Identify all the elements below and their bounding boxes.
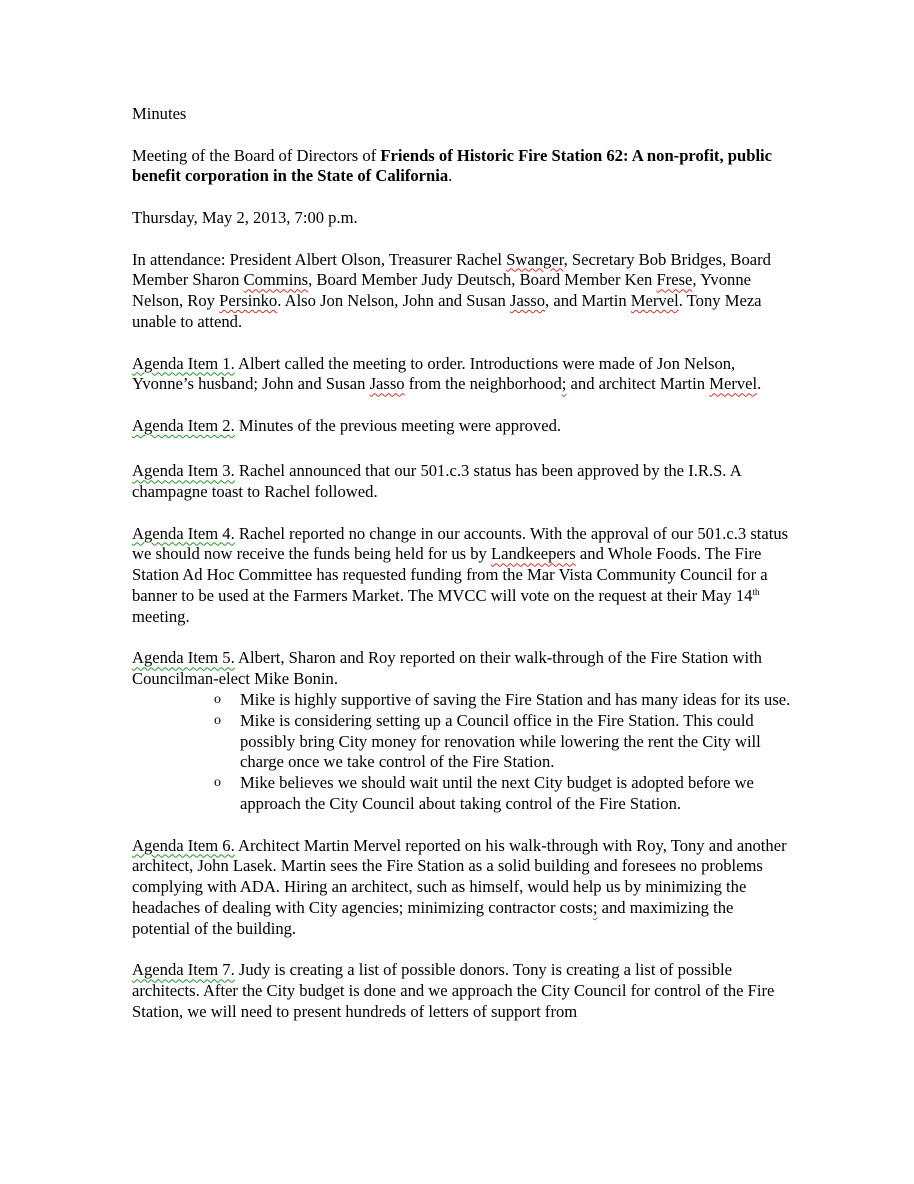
- agenda-item-1: [132, 354, 792, 396]
- agenda-item-label[interactable]: Agenda Item 7.: [132, 960, 235, 980]
- misspelled-word[interactable]: Mervel: [709, 374, 758, 394]
- agenda-item-7: [132, 960, 792, 1022]
- attendance-paragraph: [132, 250, 792, 333]
- grammar-flag[interactable]: ;: [561, 374, 567, 394]
- bullet-marker: o: [214, 712, 221, 728]
- attendance-text: . Tony Meza unable to attend.: [132, 291, 762, 331]
- bullet-item: [132, 690, 792, 711]
- agenda-item-5: [132, 648, 792, 690]
- agenda-item-label[interactable]: Agenda Item 2.: [132, 415, 235, 435]
- agenda-item-text: Judy is creating a list of possible donors. Tony is creating a list of possible architects. After the City budget is done and we approach the City Council for control of the Fire Station, we will need to present hundreds of letters of support from: [132, 960, 775, 1021]
- misspelled-word[interactable]: Landkeepers: [491, 544, 576, 564]
- agenda-item-text: and maximizing the potential of the building.: [132, 897, 734, 938]
- misspelled-word[interactable]: Mervel: [630, 291, 679, 311]
- misspelled-word[interactable]: Jasso: [369, 374, 405, 394]
- attendance-text: , and Martin: [545, 291, 631, 311]
- document-page: [132, 104, 792, 1044]
- agenda-item-label[interactable]: Agenda Item 3.: [132, 461, 235, 481]
- agenda-item-text: Albert called the meeting to order. Introductions were made of Jon Nelson, Yvonne’s husband; John and Susan: [132, 353, 736, 394]
- misspelled-word[interactable]: Commins: [243, 270, 309, 290]
- agenda-item-6: [132, 836, 792, 940]
- agenda-item-5-bullets: [132, 690, 792, 815]
- attendance-text: , Yvonne Nelson, Roy: [132, 270, 751, 311]
- agenda-item-label[interactable]: Agenda Item 1.: [132, 353, 235, 373]
- organization-name: Friends of Historic Fire Station 62: A non-profit, public benefit corporation in the State of California: [132, 145, 773, 186]
- misspelled-word[interactable]: Jasso: [510, 291, 546, 311]
- bullet-marker: o: [214, 775, 221, 791]
- grammar-flag[interactable]: ;: [592, 897, 598, 917]
- agenda-item-label[interactable]: Agenda Item 4.: [132, 523, 235, 543]
- ordinal-suffix: th: [752, 587, 760, 598]
- bullet-item: [132, 711, 792, 773]
- attendance-text: , Board Member Judy Deutsch, Board Member Ken: [308, 270, 657, 290]
- bullet-item: [132, 773, 792, 815]
- agenda-item-label[interactable]: Agenda Item 5.: [132, 648, 235, 668]
- misspelled-word[interactable]: Persinko: [219, 291, 278, 311]
- agenda-item-text: Architect Martin Mervel reported on his walk-through with Roy, Tony and another architect, John Lasek. Martin sees the Fire Station as a solid building and foresees no problems complying with ADA. Hiring an architect, such as himself, would help us by minimizing the headaches of dealing with City agencies; minimizing contractor costs: [132, 835, 787, 917]
- bullet-marker: o: [214, 692, 221, 708]
- bullet-text: Mike is highly supportive of saving the Fire Station and has many ideas for its use.: [240, 690, 791, 710]
- agenda-item-text: Rachel reported no change in our accounts. With the approval of our 501.c.3 status we should now receive the funds being held for us by: [132, 523, 789, 564]
- agenda-item-text: Rachel announced that our 501.c.3 status has been approved by the I.R.S. A champagne toast to Rachel followed.: [132, 461, 741, 502]
- meeting-intro: Meeting of the Board of Directors of: [132, 145, 381, 165]
- agenda-item-2: [132, 416, 792, 437]
- attendance-text: . Also Jon Nelson, John and Susan: [277, 291, 510, 311]
- attendance-text: , Secretary Bob Bridges, Board Member Sharon: [132, 249, 771, 290]
- meeting-heading-period: .: [448, 166, 453, 186]
- agenda-item-text: from the neighborhood: [404, 374, 562, 394]
- agenda-item-text: meeting.: [132, 606, 190, 626]
- agenda-item-label[interactable]: Agenda Item 6.: [132, 835, 235, 855]
- agenda-item-text: Albert, Sharon and Roy reported on their walk-through of the Fire Station with Councilman-elect Mike Bonin.: [132, 648, 762, 689]
- agenda-item-3: [132, 461, 792, 503]
- bullet-text: Mike believes we should wait until the next City budget is adopted before we approach the City Council about taking control of the Fire Station.: [240, 773, 754, 813]
- misspelled-word[interactable]: Swanger: [506, 249, 564, 269]
- meeting-heading: [132, 146, 792, 188]
- document-title: Minutes: [132, 104, 187, 123]
- agenda-item-4: [132, 524, 792, 628]
- agenda-item-text: Minutes of the previous meeting were approved.: [234, 415, 562, 435]
- bullet-text: Mike is considering setting up a Council office in the Fire Station. This could possibly bring City money for renovation while lowering the rent the City will charge once we take control of the Fire Station.: [240, 710, 761, 772]
- agenda-item-text: and Whole Foods. The Fire Station Ad Hoc Committee has requested funding from the Mar Vista Community Council for a banner to be used at the Farmers Market. The MVCC will vote on the request at their May 14: [132, 544, 768, 606]
- meeting-date: Thursday, May 2, 2013, 7:00 p.m.: [132, 207, 358, 227]
- misspelled-word[interactable]: Frese: [656, 270, 693, 290]
- attendance-text: In attendance: President Albert Olson, Treasurer Rachel: [132, 249, 507, 269]
- agenda-item-text: and architect Martin: [566, 374, 710, 394]
- agenda-item-text: .: [757, 374, 762, 394]
